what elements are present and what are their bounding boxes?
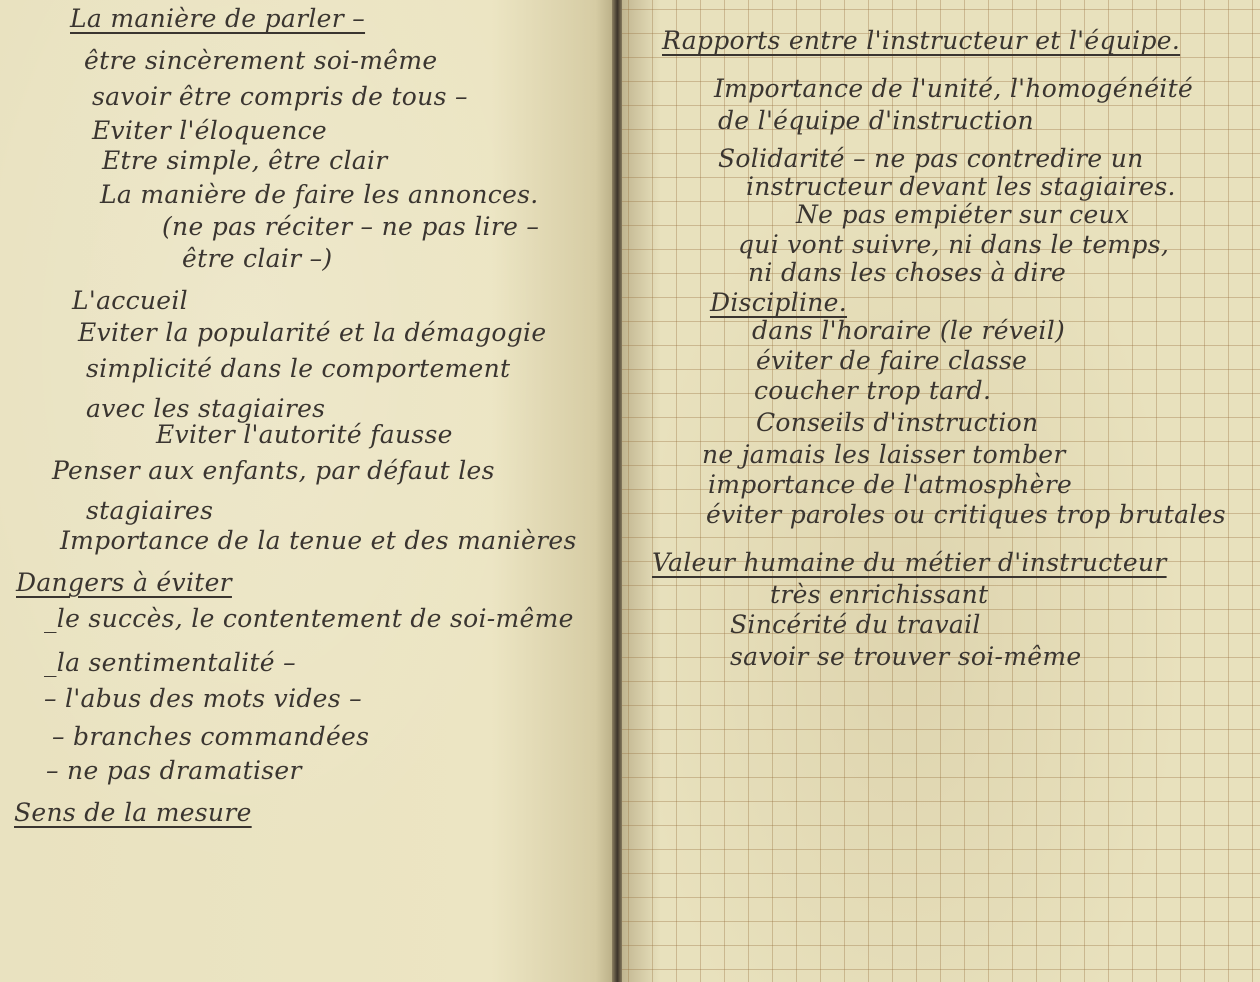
handwritten-line: _le succès, le contentement de soi-même bbox=[44, 604, 574, 633]
handwritten-line: Eviter l'autorité fausse bbox=[156, 420, 453, 449]
handwritten-line: coucher trop tard. bbox=[754, 376, 992, 405]
handwritten-line: de l'équipe d'instruction bbox=[718, 106, 1034, 135]
handwritten-line: Solidarité – ne pas contredire un bbox=[718, 144, 1144, 173]
left-page bbox=[0, 0, 614, 982]
handwritten-line: instructeur devant les stagiaires. bbox=[746, 172, 1176, 201]
handwritten-line: Eviter la popularité et la démagogie bbox=[78, 318, 547, 347]
handwritten-line: ne jamais les laisser tomber bbox=[702, 440, 1066, 469]
handwritten-line: Sincérité du travail bbox=[730, 610, 981, 639]
handwritten-line: – ne pas dramatiser bbox=[46, 756, 302, 785]
handwritten-line: ni dans les choses à dire bbox=[748, 258, 1067, 287]
handwritten-line: _la sentimentalité – bbox=[44, 648, 296, 677]
right-page bbox=[622, 0, 1260, 982]
handwritten-line: (ne pas réciter – ne pas lire – bbox=[162, 212, 540, 241]
handwritten-line: stagiaires bbox=[86, 496, 214, 525]
handwritten-line: être sincèrement soi-même bbox=[84, 46, 438, 75]
handwritten-line: très enrichissant bbox=[770, 580, 989, 609]
handwritten-line: importance de l'atmosphère bbox=[708, 470, 1073, 499]
handwritten-line: Etre simple, être clair bbox=[102, 146, 388, 175]
handwritten-line: Conseils d'instruction bbox=[756, 408, 1039, 437]
heading-discipline: Discipline. bbox=[710, 288, 848, 317]
heading-sens-de-la-mesure: Sens de la mesure bbox=[14, 798, 252, 827]
heading-valeur-humaine: Valeur humaine du métier d'instructeur bbox=[652, 548, 1167, 577]
handwritten-line: savoir se trouver soi-même bbox=[730, 642, 1082, 671]
handwritten-line: qui vont suivre, ni dans le temps, bbox=[738, 230, 1170, 259]
handwritten-line: Importance de la tenue et des manières bbox=[60, 526, 577, 555]
heading-l-accueil: L'accueil bbox=[72, 286, 188, 315]
handwritten-line: La manière de faire les annonces. bbox=[100, 180, 539, 209]
handwritten-line: – l'abus des mots vides – bbox=[44, 684, 362, 713]
handwritten-line: éviter paroles ou critiques trop brutales bbox=[706, 500, 1226, 529]
handwritten-line: Ne pas empiéter sur ceux bbox=[796, 200, 1130, 229]
handwritten-line: Importance de l'unité, l'homogénéité bbox=[714, 74, 1194, 103]
handwritten-line: Eviter l'éloquence bbox=[92, 116, 328, 145]
handwritten-line: être clair –) bbox=[182, 244, 333, 273]
handwritten-line: Penser aux enfants, par défaut les bbox=[52, 456, 495, 485]
handwritten-line: dans l'horaire (le réveil) bbox=[752, 316, 1066, 345]
handwritten-line: éviter de faire classe bbox=[756, 346, 1028, 375]
handwritten-line: savoir être compris de tous – bbox=[92, 82, 468, 111]
handwritten-line: – branches commandées bbox=[52, 722, 370, 751]
heading-rapports-instructeur-equipe: Rapports entre l'instructeur et l'équipe. bbox=[662, 26, 1181, 55]
handwritten-line: avec les stagiaires bbox=[86, 394, 326, 423]
heading-dangers-a-eviter: Dangers à éviter bbox=[16, 568, 232, 597]
heading-la-maniere-de-parler: La manière de parler – bbox=[70, 4, 366, 33]
handwritten-line: simplicité dans le comportement bbox=[86, 354, 511, 383]
